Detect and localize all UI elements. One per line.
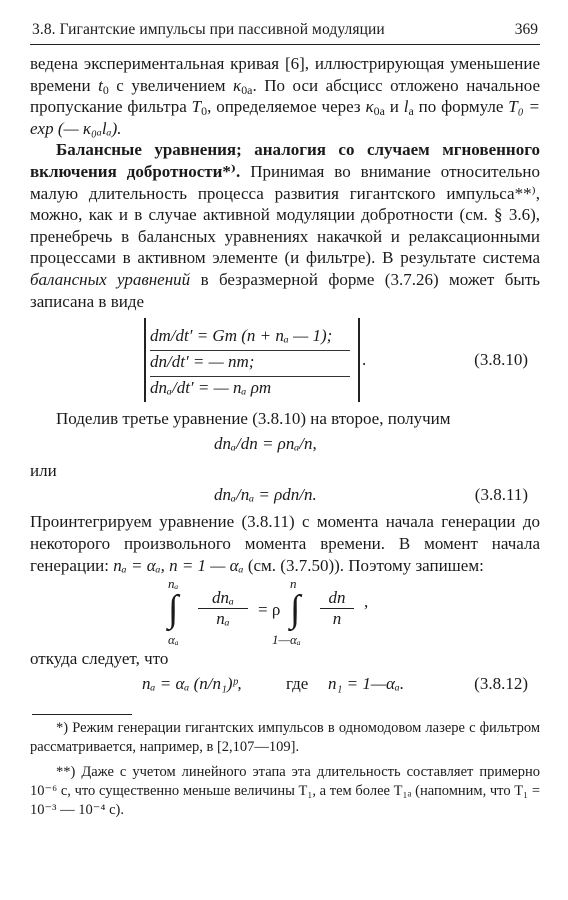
equation-divider (150, 350, 350, 351)
equation-dm-dt: dm/dt′ = Gm (n + nₐ — 1); (150, 326, 333, 346)
equation-3-8-12: nₐ = αₐ (n/n₁)ᵖ, где n₁ = 1—αₐ. (3.8.12) (142, 673, 528, 693)
footnote-2: **) Даже с учетом линейного этапа эта длительность составляет примерно 10⁻⁶ с, что существенно меньше величины T₁, а тем более T₁ₐ (напомним, что T₁ = 10⁻³ — 10⁻⁴ с). (30, 763, 540, 818)
paragraph-intro: ведена экспериментальная кривая [6], иллюстрирующая уменьшение времени $t_0$ с увеличением $\kappa_{0a}$. По оси абсцисс отложено начальное пропускание фильтра $T_0$, определяемое через $\kappa_{0a}$ и $l_a$ по формуле T₀ = exp (— κ₀ₐlₐ). (30, 54, 540, 138)
running-header (30, 14, 540, 45)
footnote-rule (32, 714, 132, 715)
lower-limit: αₐ (168, 632, 179, 648)
integral-sign: ∫ (168, 588, 179, 631)
equation-number: (3.8.11) (474, 485, 528, 505)
book-page (30, 14, 540, 820)
section-title: 3.8. Гигантские импульсы при пассивной модуляции (32, 21, 385, 38)
formula-T0: T₀ = exp (— κ₀ₐlₐ). (30, 97, 540, 138)
upper-limit: n (290, 576, 297, 592)
paragraph-balance-equations: Балансные уравнения; аналогия со случаем мгновенного включения добротности*⁾. Принимая во внимание относительно малую длительность процесса развития гигантского импульса**⁾, можно, как и в случае активной модуляции добротности (см. § 3.6), пренебречь в балансных уравнениях накачкой и релаксационными процессами в активном элементе (и фильтре). В результате система балансных уравнений в безразмерной форме (3.7.26) может быть записана в виде (30, 140, 541, 311)
equation-number: (3.8.12) (474, 673, 528, 693)
equation-dna-dt: dnₐ/dt′ = — nₐ ρm (150, 378, 272, 398)
where-word: где (286, 673, 309, 693)
lower-limit: 1—αₐ (272, 632, 301, 648)
equation-period: . (362, 350, 367, 370)
paragraph-integrate: Проинтегрируем уравнение (3.8.11) с момента начала генерации до некоторого произвольного момента времени. В момент начала генерации: nₐ = αₐ, n = 1 — αₐ (см. (3.7.50)). Поэтому запишем: (30, 512, 540, 575)
equation-dna-dn: dnₐ/dn = ρnₐ/n, (214, 433, 317, 453)
run-in-heading: Балансные уравнения; аналогия со случаем мгновенного включения добротности*⁾. (30, 140, 540, 181)
fraction-dn-n: dn n (320, 588, 354, 629)
footnote-1: *) Режим генерации гигантских импульсов в одномодовом лазере с фильтром рассматривается, например, в [2,107—109]. (30, 719, 540, 755)
equals-rho: = ρ (258, 600, 281, 620)
integral-equation (30, 576, 540, 648)
fraction-dna-na: dnₐ nₐ (198, 588, 248, 629)
paragraph-or: или (30, 460, 57, 480)
equation-3-8-11: dnₐ/nₐ = ρdn/n. (3.8.11) (214, 485, 528, 505)
integral-comma: , (364, 592, 369, 612)
paragraph-divide: Поделив третье уравнение (3.8.10) на второе, получим (56, 409, 451, 429)
integral-sign: ∫ (290, 588, 301, 631)
upper-limit: nₐ (168, 576, 179, 592)
equation-system-3-8-10 (30, 316, 540, 408)
equation-number: (3.8.10) (474, 350, 528, 370)
paragraph-whence: откуда следует, что (30, 649, 169, 669)
equation-dn-dt: dn/dt′ = — nm; (150, 352, 255, 372)
equation-box (144, 318, 360, 402)
page-number: 369 (514, 21, 538, 38)
equation-divider (150, 376, 350, 377)
